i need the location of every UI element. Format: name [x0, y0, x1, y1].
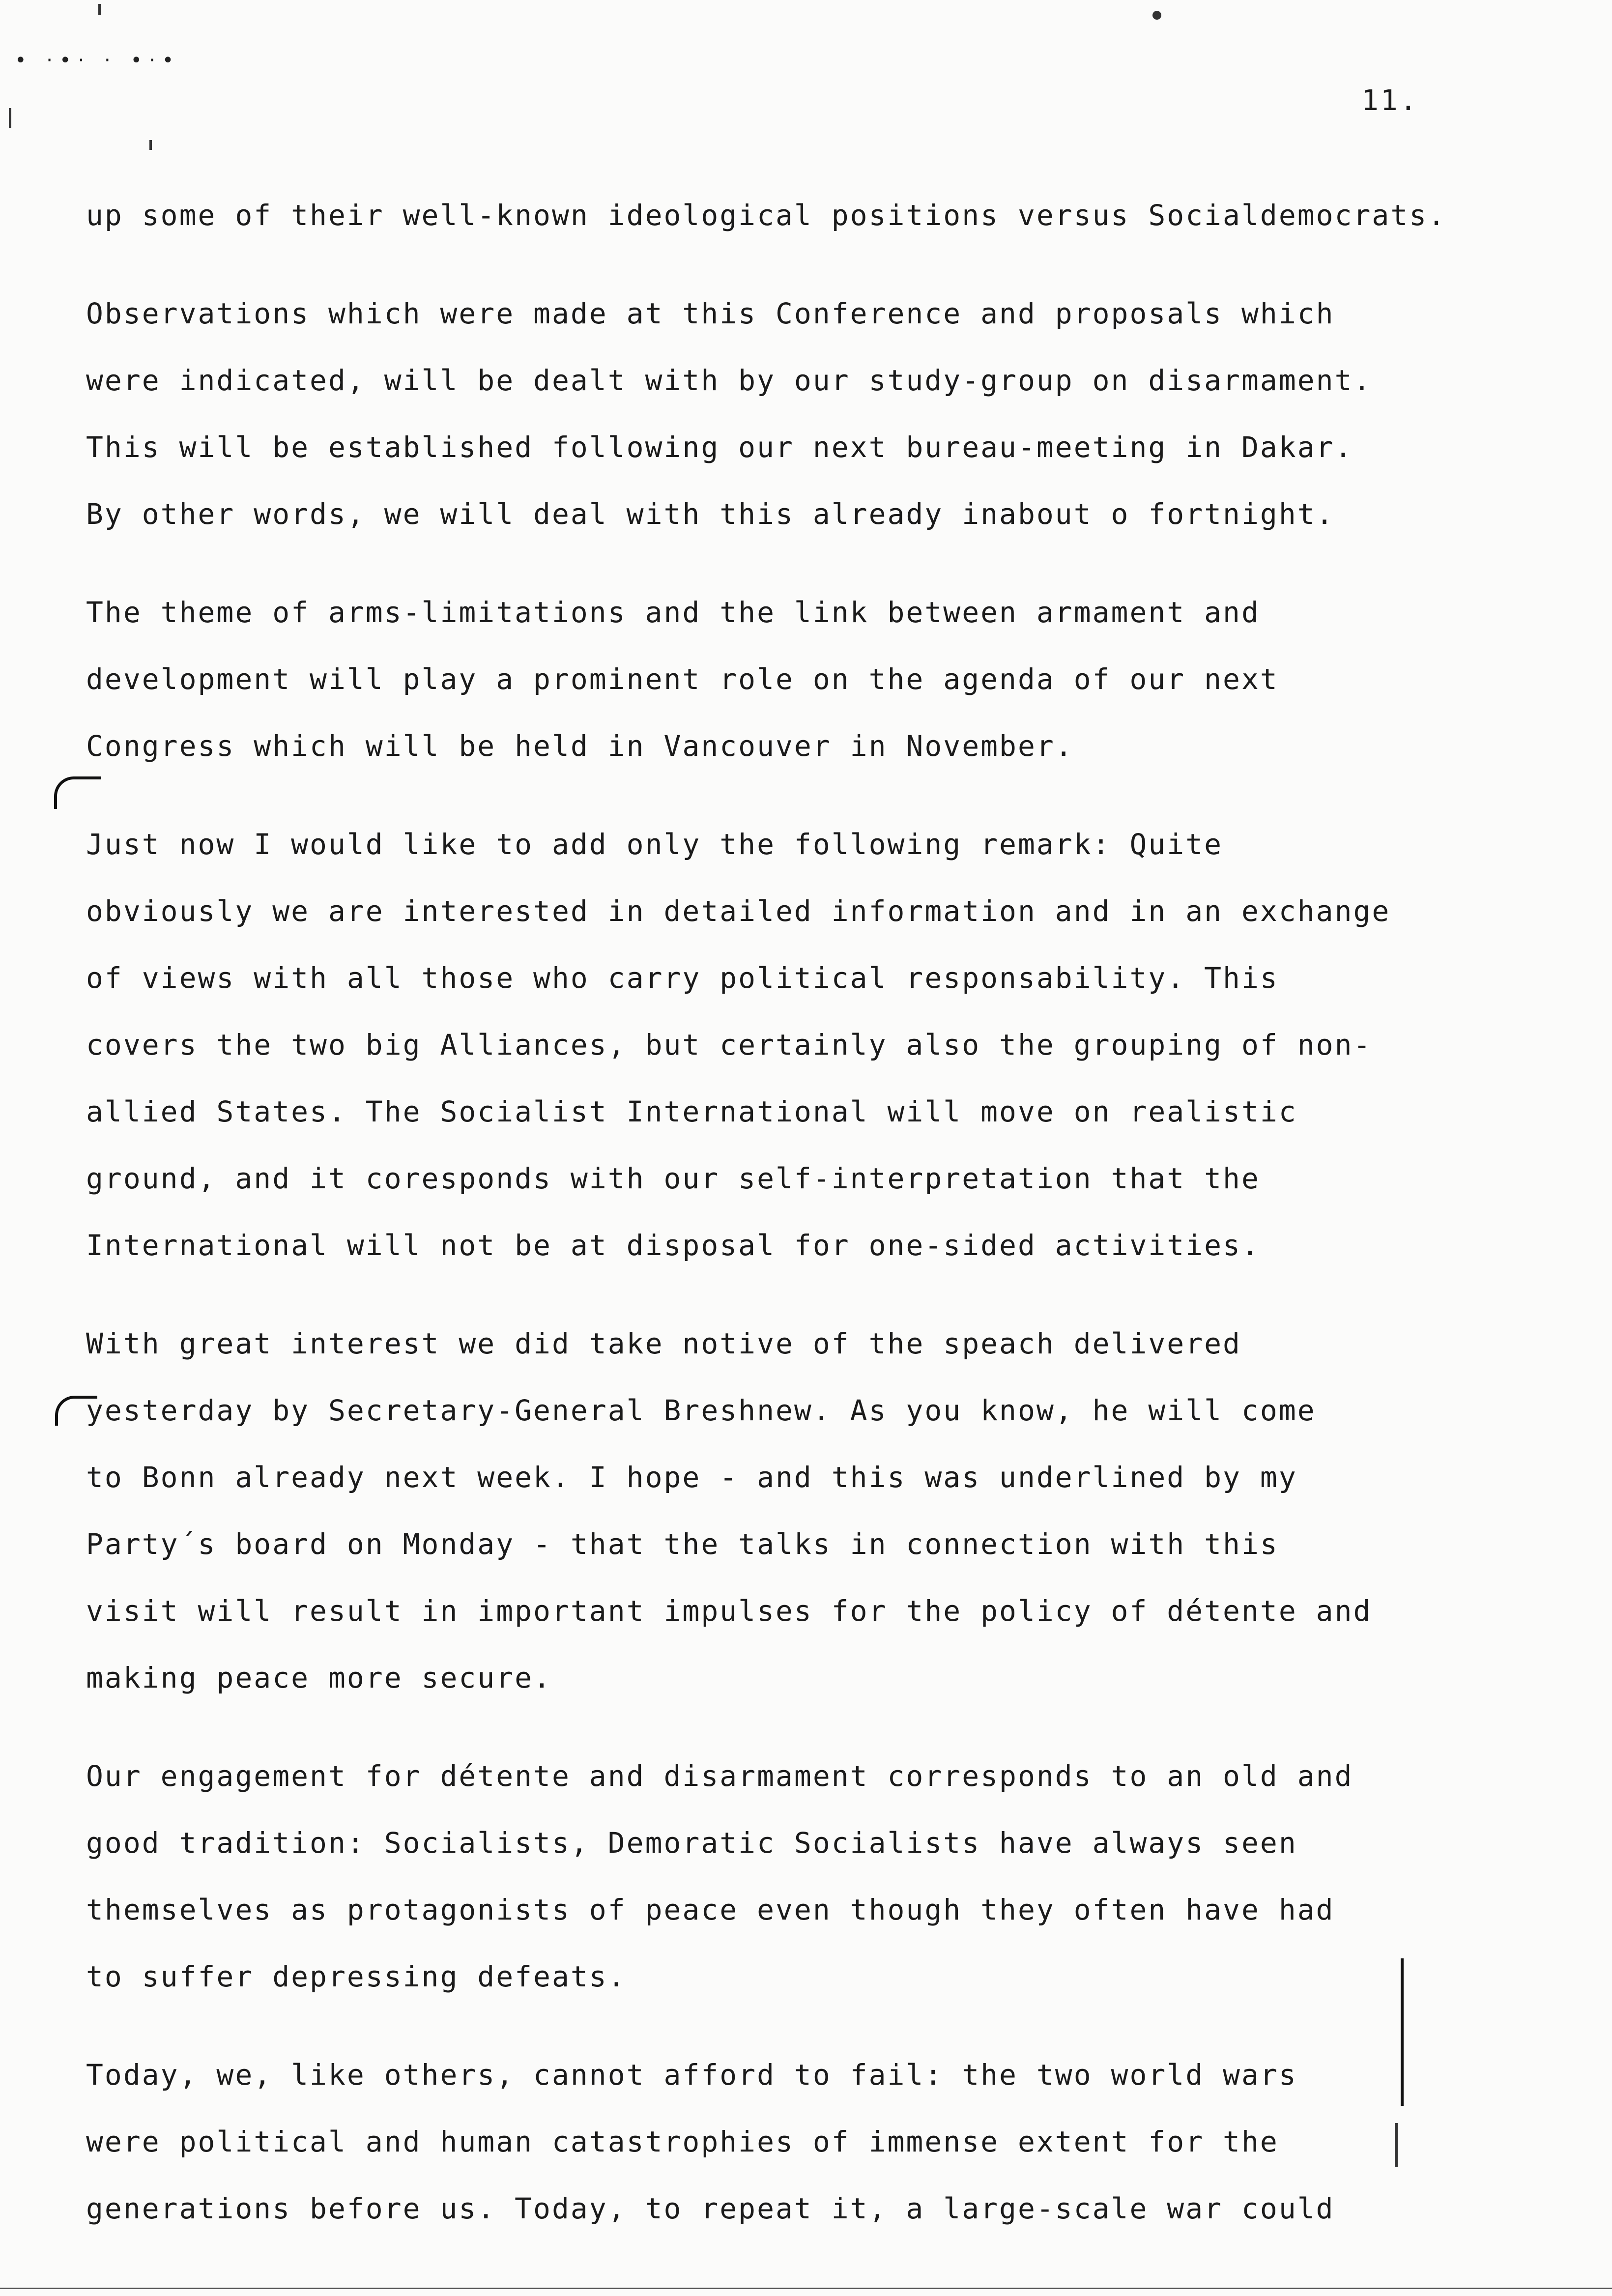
scan-tick	[9, 108, 11, 128]
text-line: were political and human catastrophies of immense extent for the	[86, 2125, 1279, 2158]
text-line: themselves as protagonists of peace even though they often have had	[86, 1893, 1335, 1926]
body-text	[86, 182, 1541, 2273]
paragraph	[86, 2041, 1541, 2242]
text-line: up some of their well-known ideological positions versus Socialdemocrats.	[86, 199, 1447, 232]
text-line: ground, and it coresponds with our self-interpretation that the	[86, 1162, 1260, 1195]
text-line: Party´s board on Monday - that the talks in connection with this	[86, 1527, 1279, 1561]
text-line: covers the two big Alliances, but certainly also the grouping of non-	[86, 1028, 1372, 1062]
text-line: to suffer depressing defeats.	[86, 1960, 627, 1993]
text-line: good tradition: Socialists, Demoratic Socialists have always seen	[86, 1826, 1297, 1860]
paragraph	[86, 1743, 1541, 2010]
page-number: 11.	[1361, 84, 1419, 117]
paragraph	[86, 182, 1541, 249]
text-line: visit will result in important impulses for the policy of détente and	[86, 1594, 1372, 1628]
paragraph	[86, 1310, 1541, 1711]
text-line: making peace more secure.	[86, 1661, 552, 1694]
paragraph	[86, 280, 1541, 547]
text-line: International will not be at disposal for one-sided activities.	[86, 1229, 1260, 1262]
text-line: generations before us. Today, to repeat it, a large-scale war could	[86, 2192, 1335, 2225]
text-line: Just now I would like to add only the following remark: Quite	[86, 828, 1223, 861]
text-line: development will play a prominent role on the agenda of our next	[86, 662, 1279, 696]
scan-marks: • ·•· · •·•	[15, 49, 181, 72]
text-line: to Bonn already next week. I hope - and this was underlined by my	[86, 1461, 1297, 1494]
paragraph	[86, 811, 1541, 1279]
text-line: of views with all those who carry political responsability. This	[86, 961, 1279, 995]
scan-tick	[98, 4, 101, 15]
bottom-rule	[0, 2288, 1612, 2289]
text-line: Today, we, like others, cannot afford to fail: the two world wars	[86, 2058, 1297, 2092]
text-line: This will be established following our next bureau-meeting in Dakar.	[86, 430, 1353, 464]
text-line: Our engagement for détente and disarmament corresponds to an old and	[86, 1759, 1353, 1793]
text-line: were indicated, will be dealt with by our study-group on disarmament.	[86, 364, 1372, 397]
text-line: obviously we are interested in detailed information and in an exchange	[86, 894, 1391, 928]
paragraph	[86, 579, 1541, 779]
text-line: The theme of arms-limitations and the link between armament and	[86, 596, 1260, 629]
text-line: With great interest we did take notive of the speach delivered	[86, 1327, 1241, 1360]
text-line: By other words, we will deal with this already inabout o fortnight.	[86, 497, 1335, 531]
scan-tick	[149, 140, 152, 150]
text-line: Congress which will be held in Vancouver in November.	[86, 729, 1074, 763]
scan-dot	[1152, 11, 1161, 20]
text-line: Observations which were made at this Conference and proposals which	[86, 297, 1335, 330]
text-line: yesterday by Secretary-General Breshnew. As you know, he will come	[86, 1394, 1316, 1427]
text-line: allied States. The Socialist International will move on realistic	[86, 1095, 1297, 1128]
